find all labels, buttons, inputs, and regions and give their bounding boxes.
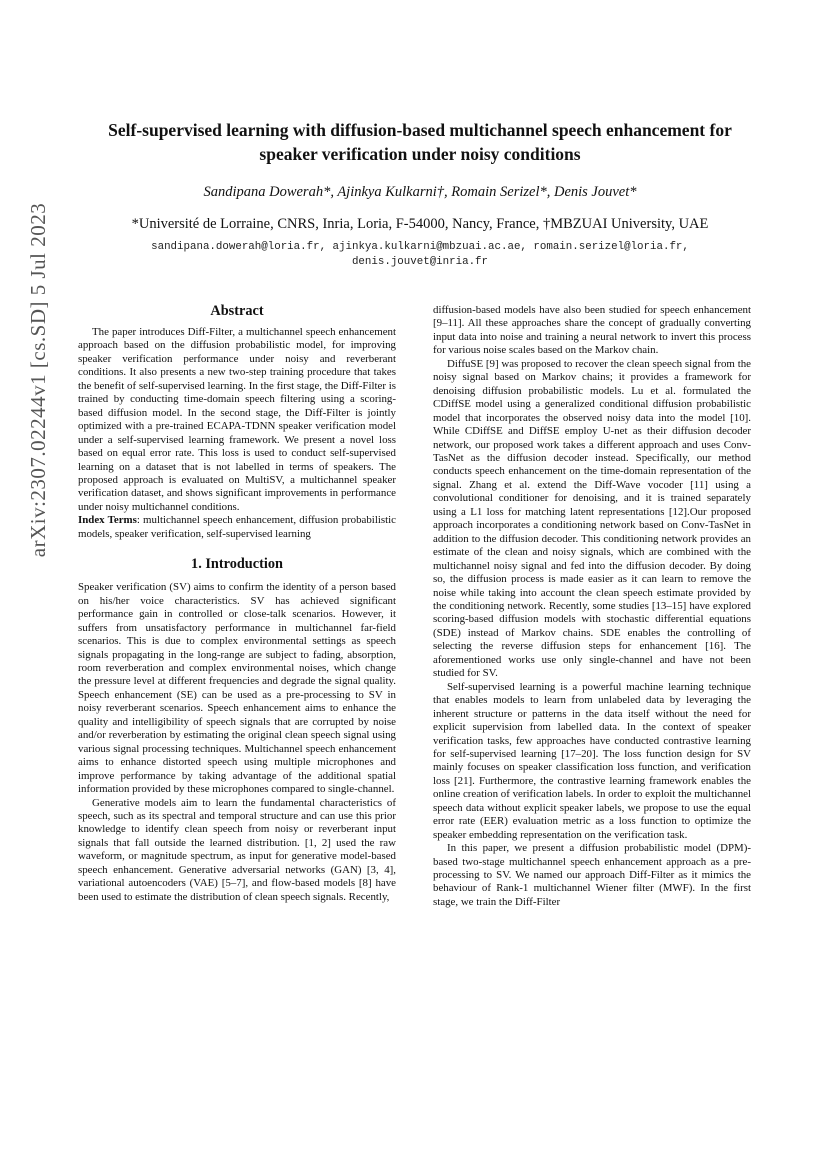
intro-paragraph-4: DiffuSE [9] was proposed to recover the clean speech signal from the noisy signal based on Markov chains; it provides a framework for denoising diffusion probabilistic models. Lu et al. formulated the CDiffSE model using a generalized conditional diffusion probabilistic model that incorporates the observed noisy data into the model [10]. While CDiffSE and DiffSE employ U-net as their diffusion decoder network, our proposed work takes a different approach and uses Conv-TasNet as the diffusion decoder instead. Specifically, our method conducts speech enhancement on the time-domain representation of the signal. Zhang et al. extend the Diff-Wave vocoder [11] using a convolutional conditioner for denoising, and it is trained separately using a L1 loss for matching latent representations [12].Our proposed approach incorporates a conditioning network based on Conv-TasNet in addition to the diffusion decoder. This conditioning network provides an estimate of the clean and noisy signals, which are combined with the multichannel noisy signal and fed into the diffusion decoder. By doing so, the diffusion process is made easier as it can learn to remove the noise while taking into account the clean speech estimate provided by the conditioning network. Recently, some studies [13–15] have explored scoring-based diffusion models with stochastic differential equations (SDE) instead of Markov chains. SDE enables the controlling of selecting the reverse diffusion steps for enhancement [16]. The aforementioned works use only single-channel and have not been studied for SV. xyxy=(433,357,751,680)
intro-paragraph-5: Self-supervised learning is a powerful machine learning technique that enables models to learn from unlabeled data by leveraging the inherent structure or patterns in the data itself without the need for explicit supervision from labelled data. In the context of speaker verification tasks, few approaches have conducted contrastive learning for self-supervised learning [17–20]. The loss function design for SV mainly focuses on speaker classification loss function, and verification loss [21]. Furthermore, the contrastive learning framework enables the online creation of verification labels. In order to exploit the multichannel speech data without explicit speaker labels, we propose to use the equal error rate (EER) evaluation metric as a loss function to optimize the speaker embedding representation on the verification task. xyxy=(433,680,751,841)
right-column xyxy=(433,304,751,909)
author-list: Sandipana Dowerah*, Ajinkya Kulkarni†, Romain Serizel*, Denis Jouvet* xyxy=(203,184,637,200)
intro-paragraph-1: Speaker verification (SV) aims to confirm the identity of a person based on his/her voice characteristics. SV has achieved significant performance gain in controlled or close-talk scenarios. However, it suffers from unsatisfactory performance in multichannel far-field scenarios. This is due to complex environmental settings as speech signals propagating in the long-range are subject to fading, absorption, room reverberation and complex environmental noises, which change the pressure level at different frequencies and degrade the signal quality. Speech enhancement (SE) can be used as a pre-processing to SV in noisy reverberant scenarios. Speech enhancement aims to enhance the quality and intelligibility of speech signals that are corrupted by noise and/or reverberation by estimating the original clean speech signal using various signal processing techniques. Multichannel speech enhancement aims to enhance distorted speech using multiple microphones and improve performance by taking advantage of the additional spatial information provided by these microphones compared to single-channel. xyxy=(78,581,396,796)
author-emails: sandipana.dowerah@loria.fr, ajinkya.kulkarni@mbzuai.ac.ae, romain.serizel@loria.fr, denis.jouvet@inria.fr xyxy=(151,241,689,268)
arxiv-identifier: arXiv:2307.02244v1 [cs.SD] 5 Jul 2023 xyxy=(26,202,50,558)
intro-paragraph-2: Generative models aim to learn the fundamental characteristics of speech, such as its spectral and temporal structure and can use this prior knowledge to identify clean speech from noisy or reverberant input signals that fall outside the learned distribution. [1, 2] used the raw waveform, or magnitude spectrum, as input for generative model-based speech enhancement. Generative adversarial networks (GAN) [3, 4], variational autoencoders (VAE) [5–7], and flow-based models [8] have been used to estimate the distribution of clean speech signals. Recently, xyxy=(78,796,396,903)
left-column xyxy=(78,302,396,904)
index-terms xyxy=(78,514,396,541)
index-terms-text: : multichannel speech enhancement, diffusion probabilistic models, speaker verification, self-supervised learning xyxy=(78,514,396,540)
paper-title: Self-supervised learning with diffusion-based multichannel speech enhancement for speaker verification under noisy conditions xyxy=(108,120,732,164)
abstract-text: The paper introduces Diff-Filter, a multichannel speech enhancement approach based on the diffusion probabilistic model, for improving speaker verification performance under noisy and reverberant conditions. It also presents a new two-step training procedure that takes the benefit of self-supervised learning. In the first stage, the Diff-Filter is trained by conducting time-domain speech filtering using a scoring-based diffusion model. In the second stage, the Diff-Filter is jointly optimized with a pre-trained ECAPA-TDNN speaker verification model under a self-supervised learning framework. We present a novel loss based on equal error rate. This loss is used to conduct self-supervised learning on a dataset that is not labelled in terms of speakers. The proposed approach is evaluated on MultiSV, a multichannel speaker verification dataset, and shows significant improvements in performance under noisy multichannel conditions. xyxy=(78,326,396,513)
abstract-heading: Abstract xyxy=(210,303,264,319)
intro-paragraph-3: diffusion-based models have also been studied for speech enhancement [9–11]. All these approaches share the concept of gradually converting input data into noise and training a neural network to invert this process for various noise scales based on the Markov chain. xyxy=(433,304,751,357)
intro-paragraph-6: In this paper, we present a diffusion probabilistic model (DPM)-based two-stage multichannel speech enhancement approach as a pre-processing to SV. We named our approach Diff-Filter as it mimics the behaviour of Rank-1 multichannel Wiener filter (MWF). In the first stage, we train the Diff-Filter xyxy=(433,842,751,908)
affiliations: *Université de Lorraine, CNRS, Inria, Loria, F-54000, Nancy, France, †MBZUAI University, UAE xyxy=(131,216,709,232)
introduction-heading: 1. Introduction xyxy=(191,556,283,573)
index-terms-label: Index Terms xyxy=(78,514,137,527)
